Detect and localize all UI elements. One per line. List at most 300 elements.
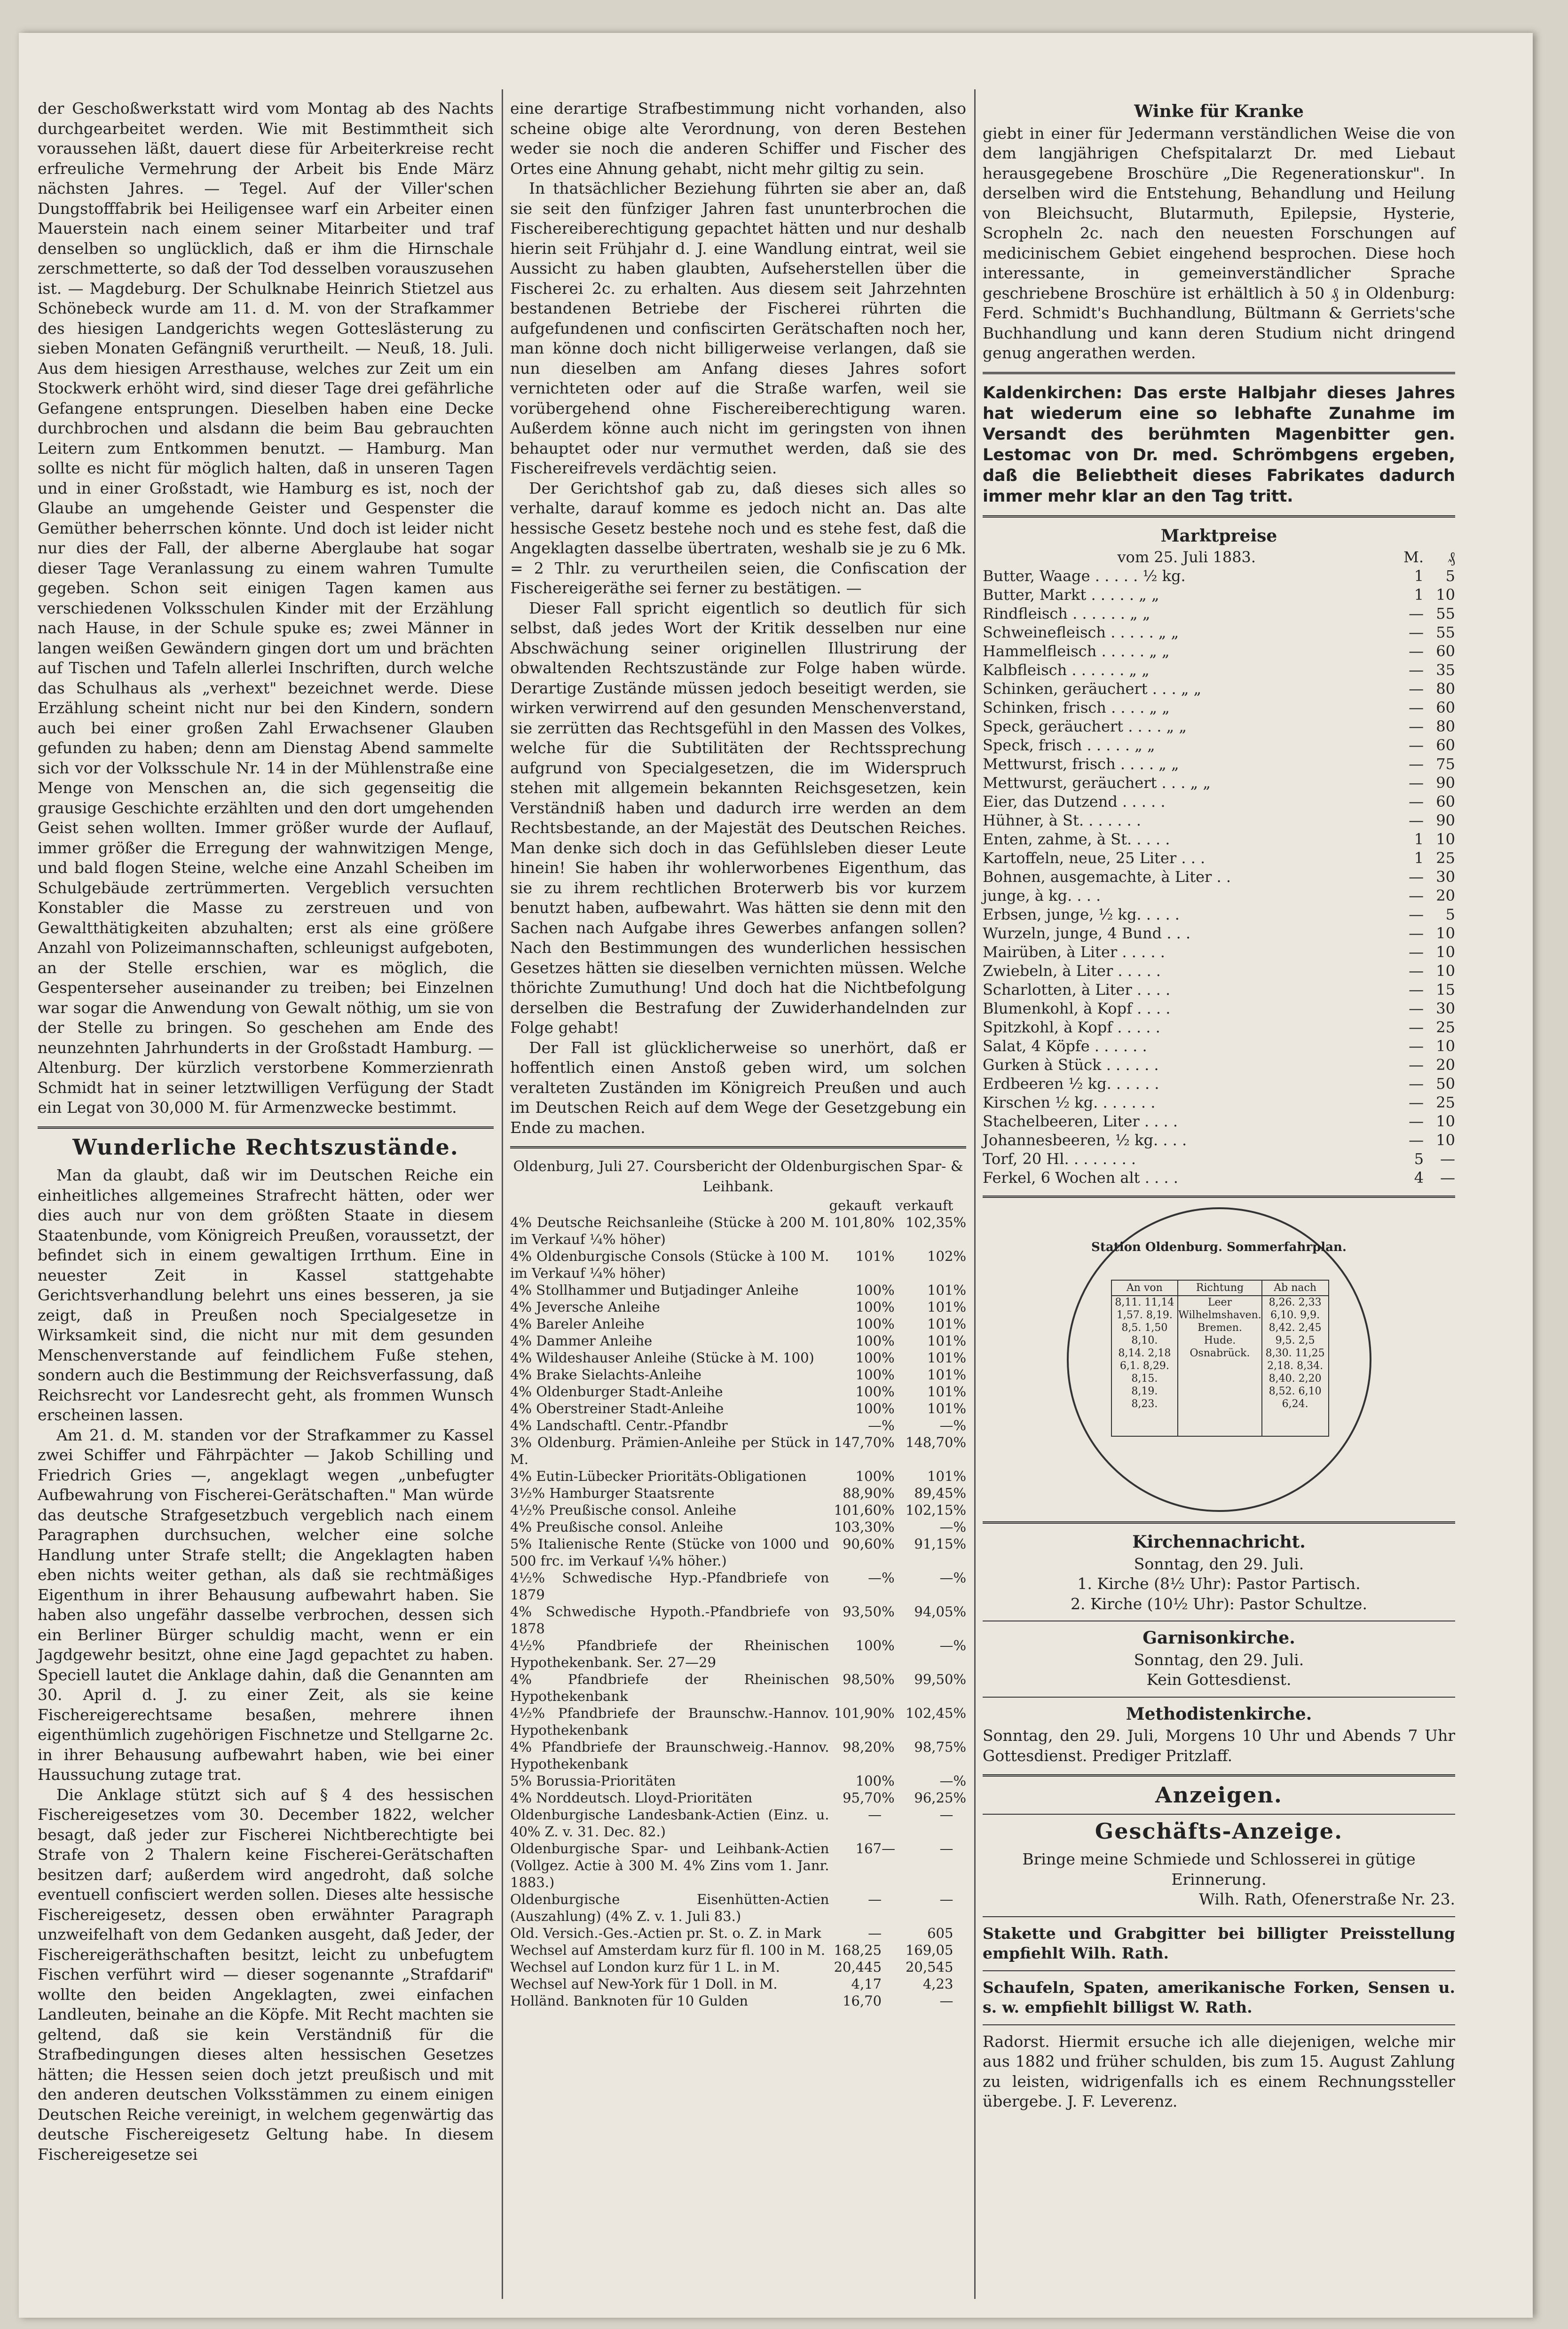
market-prices-title: Marktpreise [1160,526,1277,546]
arrivals-column [1112,1281,1179,1436]
bourse-cell: 100 [855,1637,882,1653]
market-header-row [983,548,1455,567]
divider [983,1774,1455,1777]
market-price: 30 [1436,868,1455,886]
market-price: 50 [1436,1075,1455,1093]
bourse-cell: 95,70 [843,1790,882,1806]
market-price: 75 [1436,755,1455,773]
bourse-cell: 4,23 [922,1976,953,1992]
market-item: Schinken, frisch . . . . „ „ [983,699,1170,716]
stamp-head: An von [1112,1281,1178,1296]
market-item: Stachelbeeren, Liter . . . . [983,1112,1178,1130]
market-item: Butter, Waage . . . . . ½ kg. [983,567,1186,585]
bourse-cell: Holländ. Banknoten für 10 Gulden [510,1993,749,2009]
bourse-header-cell [953,1197,966,1214]
market-row [983,961,1455,980]
bourse-cell: — [939,1417,953,1433]
bourse-cell: 4% Oberstreiner Stadt-Anleihe [510,1401,724,1416]
bourse-cell [882,1992,895,2009]
market-item: Hammelfleisch . . . . . „ „ [983,642,1170,660]
bourse-row [510,1671,966,1705]
bourse-cell: 100 [855,1333,882,1349]
bourse-cell: 4,17 [851,1976,882,1992]
bourse-cell: 16,70 [843,1993,882,2009]
bourse-cell: 100 [855,1282,882,1298]
market-price: 80 [1436,717,1455,735]
bourse-cell: 4% Deutsche Reichsanleihe (Stücke à 200 M. im Verkauf ¼% höher) [510,1214,829,1247]
bourse-row [510,1739,966,1772]
market-row [983,886,1455,905]
market-item: Speck, frisch . . . . . „ „ [983,736,1155,754]
market-item: Zwiebeln, à Liter . . . . . [983,962,1161,980]
bourse-cell: 102,35 [905,1214,953,1230]
bourse-cell: 101,90 [834,1705,882,1721]
bourse-cell [953,1891,966,1925]
bourse-row [510,1925,966,1942]
bourse-cell: 98,75 [914,1739,953,1755]
market-price: 1 [1414,567,1424,585]
bourse-cell: 90,60 [843,1536,882,1552]
church-line: Sonntag, den 29. Juli. [1134,1554,1304,1573]
bourse-cell: Oldenburgische Landesbank-Actien (Einz. u. 40% Z. v. 31. Dec. 82.) [510,1807,829,1840]
market-price: — [1409,642,1424,660]
church-line: 2. Kirche (10½ Uhr): Pastor Schultze. [1071,1594,1367,1613]
market-price: 5 [1414,1150,1424,1168]
bourse-cell: 100 [855,1350,882,1366]
bourse-cell: 100 [855,1468,882,1484]
bourse-cell: 4½% Pfandbriefe der Rheinischen Hypothekenbank. Ser. 27—29 [510,1637,829,1670]
bourse-cell: 91,15 [914,1536,953,1552]
column-1 [38,99,494,2164]
market-row [983,717,1455,736]
stamp-table [1111,1280,1329,1437]
market-row [983,1168,1455,1187]
bourse-row [510,1942,966,1959]
bourse-cell: % [953,1637,966,1653]
bourse-cell: 99,50 [914,1671,953,1687]
market-price: 90 [1436,774,1455,792]
market-row [983,943,1455,961]
market-price: — [1409,793,1424,810]
bourse-cell: Old. Versich.-Ges.-Actien pr. St. o. Z. in Mark [510,1925,821,1941]
divider [510,1146,966,1149]
market-price: — [1409,962,1424,980]
bourse-cell: 3½% Hamburger Staatsrente [510,1485,715,1501]
bourse-cell: % [953,1790,966,1806]
market-price: 10 [1436,830,1455,848]
bourse-cell: % [882,1299,895,1315]
market-price: 5 [1445,905,1455,923]
bourse-cell: % [953,1604,966,1620]
bourse-cell: 20,545 [905,1959,953,1975]
market-price: — [1409,699,1424,716]
bourse-cell: % [953,1434,966,1450]
bourse-cell: 89,45 [914,1485,953,1501]
bourse-cell: 168,25 [834,1942,882,1958]
bourse-cell: 148,70 [905,1434,953,1450]
market-price: — [1409,1056,1424,1074]
market-price: — [1409,623,1424,641]
market-row [983,755,1455,773]
article-paragraph: Am 21. d. M. standen vor der Strafkammer zu Kassel zwei Schiffer und Fährpächter — Jakob Schilling und Friedrich Gries —, angeklagt wegen „unbefugter Aufbewahrung von Fischerei-Gerätschaften." Man würde das deutsche Strafgesetzbuch vergeblich nach einem Paragraphen durchsuchen, welcher eine solche Handlung unter Strafe stellt; die Angeklagten haben eben nichts weiter gethan, als daß sie rechtmäßiges Eigenthum in ihrer Behausung aufbewahrt haben. Sie haben also ungefähr dasselbe verbrochen, dessen sich ein Berliner Bürger schuldig macht, wenn er ein Jagdgewehr besitzt, ohne eine Jagd gepachtet zu haben. Speciell lautet die Anklage dahin, daß die Genannten am 30. April d. J. zu einer Zeit, als sie keine Fischereigerechtsame besaßen, mehrere ihnen eigenthümlich zugehörigen Fischnetze und Stellgarne 2c. in ihrer Behausung aufbewahrt haben, wie bei einer Haussuchung zutage trat. [38,1425,494,1784]
market-price: 15 [1436,981,1455,999]
market-price: 60 [1436,642,1455,660]
market-row [983,999,1455,1018]
column-3 [983,99,1455,2112]
market-price: — [1409,1018,1424,1036]
divider [983,1814,1455,1815]
bourse-cell: % [882,1417,895,1433]
bourse-cell: % [882,1384,895,1400]
market-row [983,604,1455,623]
article-paragraph: Man da glaubt, daß wir im Deutschen Reiche ein einheitliches allgemeines Strafrecht hätten, oder wer dies auch nur von dem größten Staate in diesem Staatenbunde, vom Königreich Preußen, voraussetzt, der befindet sich in einem gewaltigen Irrthum. Eine in neuester Zeit in Kassel stattgehabte Gerichtsverhandlung belehrt uns eines besseren, ja sie zeigt, daß in Preußen noch Specialgesetze in Wirksamkeit sind, die nicht nur mit dem gesunden Menschenverstande auf feindlichem Fuße stehen, sondern auch die Bestimmung der Reichsverfassung, daß Reichsrecht vor Landesrecht geht, als frommen Wunsch erscheinen lassen. [38,1166,494,1424]
bourse-cell: 100 [855,1316,882,1332]
market-price: — [1409,680,1424,698]
church-line: Kein Gottesdienst. [1146,1670,1292,1689]
market-item: Johannesbeeren, ½ kg. . . . [983,1131,1187,1149]
market-price: — [1409,1075,1424,1093]
business-ad-heading: Geschäfts-Anzeige. [1095,1818,1343,1844]
market-date: vom 25. Juli 1883. [1117,548,1256,566]
bourse-row [510,1502,966,1519]
bourse-cell: 101 [927,1333,953,1349]
bourse-row [510,1400,966,1417]
market-prices-table [983,548,1455,1187]
market-item: Schinken, geräuchert . . . „ „ [983,680,1202,698]
bourse-cell [882,1806,895,1840]
bourse-cell [882,1925,895,1942]
market-row [983,849,1455,867]
market-price: — [1409,999,1424,1017]
local-news-text: der Geschoßwerkstatt wird vom Montag ab des Nachts durchgearbeitet werden. Wie mit Bestimmtheit sich voraussehen läßt, dauert diese für Arbeiterkreise recht erfreuliche Vermehrung der Arbeit bis Ende März nächsten Jahres. — Tegel. Auf der Viller'schen Dungstofffabrik bei Heiligensee warf ein Arbeiter einen Mauerstein nach einem seiner Mitarbeiter und traf denselben so unglücklich, daß er ihm die Hirnschale zerschmetterte, so daß der Tod desselben vorauszusehen ist. — Magdeburg. Der Schulknabe Heinrich Stietzel aus Schönebeck wurde am 11. d. M. von der Strafkammer des hiesigen Landgerichts wegen Gotteslästerung zu sieben Monaten Gefängniß verurtheilt. — Neuß, 18. Juli. Aus dem hiesigen Arresthause, welches zur Zeit um ein Stockwerk erhöht wird, sind dieser Tage drei gefährliche Gefangene entsprungen. Dieselben haben eine Decke durchbrochen und alsdann die beim Bau gebrauchten Leitern zum Entkommen benutzt. — Hamburg. Man sollte es nicht für möglich halten, daß in unseren Tagen und in einer Großstadt, wie Hamburg es ist, noch der Glaube an umgehende Geister und Gespenster die Gemüther beherrschen könnte. Und doch ist leider nicht nur dies der Fall, der alberne Aberglaube hat sogar dieser Tage Veranlassung zu einem wahren Tumulte gegeben. Schon seit einigen Tagen kamen aus verschiedenen Volksschulen Kinder mit der Erzählung nach Hause, in der Schule spuke es; zwei Männer in langen weißen Gewändern gingen dort um und brächten auf Tischen und Tafeln allerlei Inschriften, durch welche das Schulhaus als „verhext" bezeichnet werde. Diese Erzählung scheint nicht nur bei den Kindern, sondern auch bei einer großen Zahl Erwachsener Glauben gefunden zu haben; denn am Dienstag Abend sammelte sich vor der Volksschule Nr. 14 in der Mühlenstraße eine Menge von Menschen an, die sich gegenseitig die grausige Geschichte erzählten und den dort umgehenden Geist sehen wollten. Immer größer wurde der Auflauf, immer größer die Erregung der wahnwitzigen Menge, und bald flogen Steine, welche eine Anzahl Scheiben im Schulgebäude zertrümmerten. Vergeblich versuchten Konstabler die Masse zu zerstreuen und von Gewaltthätigkeiten abzuhalten; erst als eine größere Anzahl von Polizeimannschaften, schleunigst aufgeboten, an der Stelle erschien, war es möglich, die Gespenterseher auseinander zu treiben; bei Einzelnen war sogar die Anwendung von Gewalt nöthig, um sie von der Stelle zu bringen. So geschehen am Ende des neunzehnten Jahrhunderts in der Großstadt Hamburg. — Altenburg. Der kürzlich verstorbene Kommerzienrath Schmidt hat in seiner letztwilligen Verfügung der Stadt ein Legat von 30,000 M. für Armenzwecke bestimmt. [38,99,494,1117]
market-item: Scharlotten, à Liter . . . . [983,981,1171,999]
market-price: 10 [1436,943,1455,961]
market-item: Kartoffeln, neue, 25 Liter . . . [983,849,1206,867]
market-price: 1 [1414,830,1424,848]
bourse-cell [882,1959,895,1975]
bourse-cell: % [953,1485,966,1501]
market-item: Bohnen, ausgemachte, à Liter . . [983,868,1231,886]
market-item: Butter, Markt . . . . . „ „ [983,586,1159,604]
unit-mark: M. [1403,548,1424,566]
bourse-title: Oldenburg, Juli 27. Coursbericht der Oldenburgischen Spar- & Leihbank. [513,1158,963,1195]
advertisements-heading: Anzeigen. [1155,1782,1283,1808]
bourse-cell: — [939,1993,953,2009]
market-row [983,567,1455,585]
bourse-row [510,1959,966,1975]
market-row [983,585,1455,604]
bourse-cell [953,1992,966,2009]
departure-times: 8,26. 2,33 6,10. 9,9. 8,42. 2,45 9,5. 2,5 8,30. 11,25 2,18. 8,34. 8,40. 2,20 8,52. 6,10 6,24. [1265,1297,1325,1410]
bourse-row [510,1366,966,1383]
divider [983,1196,1455,1198]
bourse-cell: — [939,1570,953,1586]
bourse-row [510,1992,966,2009]
market-price: 1 [1414,849,1424,867]
bourse-cell: 101 [927,1299,953,1315]
bourse-cell: — [939,1807,953,1823]
bourse-cell: % [882,1705,895,1721]
market-item: Gurken à Stück . . . . . . [983,1056,1159,1074]
ad-text: giebt in einer für Jedermann verständlichen Weise die von dem langjährigen Chefspitalarzt Dr. med Liebaut herausgegebene Broschüre „Die Regenerationskur". In derselben wird die Entstehung, Behandlung und Heilung von Bleichsucht, Blutarmuth, Epilepsie, Hysterie, Scropheln 2c. nach den neuesten Forschungen auf medicinischem Gebiet eingehend besprochen. Diese hoch interessante, in gemeinverständlicher Sprache geschriebene Broschüre ist erhältlich à 50 ₰ in Oldenburg: Ferd. Schmidt's Buchhandlung, Bültmann & Gerriets'sche Buchhandlung und kann deren Studium nicht dringend genug angerathen werden. [983,124,1455,362]
bourse-cell: % [953,1282,966,1298]
market-price: 30 [1436,999,1455,1017]
bourse-row [510,1434,966,1468]
bourse-cell: 4% Schwedische Hypoth.-Pfandbriefe von 1878 [510,1604,829,1637]
article-heading: Wunderliche Rechtszustände. [72,1134,459,1160]
market-item: Erdbeeren ½ kg. . . . . . [983,1075,1159,1093]
market-item: Mettwurst, geräuchert . . . „ „ [983,774,1211,792]
bourse-row [510,1468,966,1485]
market-item: Spitzkohl, à Kopf . . . . . [983,1018,1160,1036]
bourse-cell: Wechsel auf New-York für 1 Doll. in M. [510,1976,778,1992]
bourse-row [510,1417,966,1434]
bourse-cell: 102,15 [905,1502,953,1518]
bourse-cell: % [953,1773,966,1789]
bourse-cell: 4% Pfandbriefe der Braunschweig.-Hannov. Hypothekenbank [510,1739,829,1772]
bourse-table [510,1197,966,2009]
bourse-row [510,1383,966,1400]
market-item: Mairüben, à Liter . . . . . [983,943,1165,961]
newspaper-page [19,33,1533,2318]
market-price: — [1409,1094,1424,1111]
market-row [983,642,1455,661]
market-price: 5 [1445,567,1455,585]
unit-pfennig: ₰ [1448,548,1455,566]
bourse-cell: — [882,1841,896,1857]
bourse-cell: % [882,1214,895,1230]
market-row [983,773,1455,792]
bourse-cell: — [939,1637,953,1653]
market-row [983,1131,1455,1149]
bourse-cell: 101 [927,1401,953,1416]
bourse-row [510,1891,966,1925]
bourse-cell: 101 [927,1316,953,1332]
bourse-cell: 5% Borussia-Prioritäten [510,1773,676,1789]
bourse-row [510,1569,966,1603]
bourse-cell: % [882,1536,895,1552]
market-price: 35 [1436,661,1455,679]
directions: Leer Wilhelmshaven. Bremen. Hude. Osnabrück. [1178,1297,1261,1359]
bourse-cell: 4% Oldenburger Stadt-Anleihe [510,1384,723,1400]
market-row [983,867,1455,886]
market-item: Rindfleisch . . . . . . „ „ [983,605,1150,622]
market-price: 20 [1436,1056,1455,1074]
market-row [983,1074,1455,1093]
market-row [983,661,1455,679]
bourse-cell: 4% Brake Sielachts-Anleihe [510,1367,701,1383]
market-price: — [1409,868,1424,886]
stamp-title: Station Oldenburg. Sommerfahrplan. [1091,1240,1347,1254]
market-item: Salat, 4 Köpfe . . . . . . [983,1037,1147,1055]
market-price: 1 [1414,586,1424,604]
market-item: Mettwurst, frisch . . . . „ „ [983,755,1179,773]
column-rule [974,89,976,2299]
bourse-row [510,1603,966,1637]
market-item: Eier, das Dutzend . . . . . [983,793,1166,810]
market-price: — [1409,1131,1424,1149]
church-line: 1. Kirche (8½ Uhr): Pastor Partisch. [1077,1574,1361,1593]
bourse-cell: 101 [927,1350,953,1366]
market-price: 10 [1436,924,1455,942]
bourse-cell: % [882,1248,895,1264]
bourse-header-cell [882,1197,895,1214]
bourse-cell: 102,45 [905,1705,953,1721]
bourse-cell: 4% Dammer Anleihe [510,1333,653,1349]
bourse-cell: % [953,1333,966,1349]
market-price: — [1409,605,1424,622]
bourse-cell: — [868,1417,882,1433]
bourse-cell: % [953,1468,966,1484]
market-price: 20 [1436,887,1455,905]
garrison-church-heading: Garnisonkirche. [1143,1628,1295,1648]
market-row [983,1055,1455,1074]
article-paragraph: Der Fall ist glücklicherweise so unerhört, daß er hoffentlich einen Anstoß geben wird, um solchen veralteten Zuständen im Königreich Preußen und auch im Deutschen Reich auf dem Wege der Gesetzgebung ein Ende zu machen. [510,1038,966,1137]
bourse-cell: 4% Jeversche Anleihe [510,1299,660,1315]
divider [983,515,1455,518]
bourse-cell: 101 [927,1282,953,1298]
bourse-cell: — [939,1519,953,1535]
bourse-cell: % [953,1739,966,1755]
market-price: 10 [1436,1037,1455,1055]
market-row [983,792,1455,811]
article-paragraph: Dieser Fall spricht eigentlich so deutlich für sich selbst, daß jedes Wort der Kritik desselben nur eine Abschwächung seiner originellen Illustrirung der obwaltenden Rechtszustände zur Folge haben würde. Derartige Zustände müssen jedoch beseitigt werden, sie wirken verwirrend auf den gesunden Menschenverstand, sie zerrütten das Rechtsgefühl in den Massen des Volkes, welche für die Subtilitäten der Rechtssprechung aufgrund von Specialgesetzen, die im Widerspruch stehen mit allgemein bekannten Reichsgesetzen, kein Verständniß haben und dadurch irre werden an dem Rechtsbestande, an der Majestät des Deutschen Reiches. Man denke sich doch in das Gefühlsleben dieser Leute hinein! Sie haben ihr wohlerworbenes Eigenthum, das sie zu ihrem rechtlichen Broterwerb bis vor kurzem benutzt haben, aufbewahrt. Was hätten sie denn mit den Sachen nach Aufgabe ihres Gewerbes anfangen sollen? Nach den Bestimmungen des wunderlichen hessischen Gesetzes hätten sie dieselben vernichten müssen. Welche thörichte Zumuthung! Und doch hat die Nichtbefolgung derselben die Bestrafung der Zuwiderhandelnden zur Folge gehabt! [510,598,966,1037]
article-paragraph: eine derartige Strafbestimmung nicht vorhanden, also scheine obige alte Verordnung, von deren Bestehen weder sie noch die anderen Schiffer und Fischer des Ortes eine Ahnung gehabt, nicht mehr giltig zu sein. [510,99,966,178]
bourse-cell: % [882,1367,895,1383]
bourse-cell: % [882,1468,895,1484]
bourse-row [510,1975,966,1992]
market-price: — [1409,943,1424,961]
bourse-cell: % [953,1502,966,1518]
train-schedule-stamp [1067,1207,1371,1512]
bourse-row [510,1806,966,1840]
market-price: 80 [1436,680,1455,698]
bourse-cell: 167 [855,1841,882,1857]
market-item: Kirschen ½ kg. . . . . . . [983,1094,1156,1111]
church-notice: Sonntag, den 29. Juli, Morgens 10 Uhr und Abends 7 Uhr Gottesdienst. Prediger Pritzlaff. [983,1726,1455,1765]
bourse-cell: % [882,1671,895,1687]
bourse-cell: — [868,1925,882,1941]
bourse-cell: 102 [927,1248,953,1264]
market-price: 25 [1436,1094,1455,1111]
market-price: 60 [1436,699,1455,716]
tools-ad: Schaufeln, Spaten, amerikanische Forken, Sensen u. s. w. empfiehlt billigst W. Rath. [983,1978,1455,2016]
market-price: — [1409,774,1424,792]
bourse-cell: % [953,1316,966,1332]
bourse-cell: % [882,1570,895,1586]
bourse-cell [953,1959,966,1975]
bourse-cell [953,1925,966,1942]
bourse-row [510,1772,966,1789]
bourse-cell: % [882,1739,895,1755]
market-price: — [1409,1037,1424,1055]
article-paragraph: In thatsächlicher Beziehung führten sie aber an, daß sie seit den fünfziger Jahren fast ununterbrochen die Fischereiberechtigung gepachtet hätten und nur deshalb hierin seit Frühjahr d. J. eine Wandlung eintrat, weil sie Aussicht zu haben glaubten, Aufseherstellen über die Fischerei 2c. zu erhalten. Aus diesem seit Jahrzehnten bestandenen Betriebe der Fischerei rührten die aufgefundenen und confiscirten Gerätschaften noch her, man könne doch nicht billigerweise verlangen, daß sie nun dieselben am Anfang dieses Jahres sofort vernichteten oder auf die Straße warfen, weil sie vorübergehend ohne Fischereiberechtigung waren. Außerdem könne auch nicht im geringsten von ihnen behauptet oder nur vermuthet werden, daß sie des Fischereifrevels verdächtig seien. [510,179,966,477]
bourse-cell: 100 [855,1773,882,1789]
bourse-cell: % [882,1333,895,1349]
market-price: 25 [1436,1018,1455,1036]
church-heading: Kirchennachricht. [1132,1532,1306,1552]
market-row [983,736,1455,755]
bourse-cell: % [882,1350,895,1366]
market-price: 10 [1436,1131,1455,1149]
bourse-cell: 88,90 [843,1485,882,1501]
bourse-cell: — [868,1570,882,1586]
church-line: Sonntag, den 29. Juli. [1134,1650,1304,1669]
market-price: — [1409,981,1424,999]
divider [983,372,1455,374]
market-price: — [1409,887,1424,905]
bourse-cell: % [953,1417,966,1433]
bourse-header-cell: gekauft [829,1197,882,1213]
bourse-cell: 4½% Preußische consol. Anleihe [510,1502,736,1518]
bourse-cell: Wechsel auf London kurz für 1 L. in M. [510,1959,780,1975]
bourse-cell: % [953,1401,966,1416]
market-row [983,698,1455,717]
bourse-cell: 100 [855,1401,882,1416]
bourse-row [510,1282,966,1298]
bourse-cell [953,1806,966,1840]
bourse-cell: % [953,1705,966,1721]
bourse-cell [953,1840,966,1891]
column-rule [502,89,503,2299]
market-row [983,1018,1455,1037]
bourse-cell: % [882,1790,895,1806]
market-price: — [1440,1150,1455,1168]
bourse-cell: % [953,1214,966,1230]
market-body [983,567,1455,1187]
bourse-cell: — [939,1773,953,1789]
bourse-cell: 100 [855,1299,882,1315]
bourse-cell: — [939,1891,953,1907]
market-row [983,1112,1455,1131]
bourse-cell: 4% Stollhammer und Butjadinger Anleihe [510,1282,799,1298]
market-item: junge, à kg. . . . [983,887,1101,905]
bourse-cell: 101,60 [834,1502,882,1518]
direction-column [1178,1281,1262,1436]
bourse-cell: 101 [927,1384,953,1400]
bourse-cell: 100 [855,1367,882,1383]
bourse-cell [953,1975,966,1992]
market-item: Torf, 20 Hl. . . . . . . . [983,1150,1136,1168]
bourse-row [510,1519,966,1535]
methodist-church-heading: Methodistenkirche. [1126,1704,1312,1724]
market-item: Hühner, à St. . . . . . . [983,811,1142,829]
bourse-cell: 4% Oldenburgische Consols (Stücke à 100 M. im Verkauf ¼% höher) [510,1248,829,1281]
market-price: 10 [1436,586,1455,604]
bourse-header-row [510,1197,966,1214]
bourse-cell: 96,25 [914,1790,953,1806]
bourse-cell: 4% Pfandbriefe der Rheinischen Hypothekenbank [510,1671,829,1704]
bourse-row [510,1485,966,1502]
market-price: — [1409,924,1424,942]
market-price: 90 [1436,811,1455,829]
bourse-cell: % [953,1519,966,1535]
bourse-cell [953,1942,966,1959]
bourse-cell: 169,05 [905,1942,953,1958]
bourse-cell: 94,05 [914,1604,953,1620]
bourse-cell: 101,80 [834,1214,882,1230]
market-row [983,811,1455,830]
bourse-cell: 4% Norddeutsch. Lloyd-Prioritäten [510,1790,753,1806]
bourse-cell: 93,50 [843,1604,882,1620]
market-price: — [1409,736,1424,754]
bourse-cell: 147,70 [834,1434,882,1450]
divider [983,1697,1455,1698]
bourse-row [510,1840,966,1891]
ad-heading: Winke für Kranke [1134,102,1304,121]
market-price: — [1440,1169,1455,1187]
market-row [983,1149,1455,1168]
